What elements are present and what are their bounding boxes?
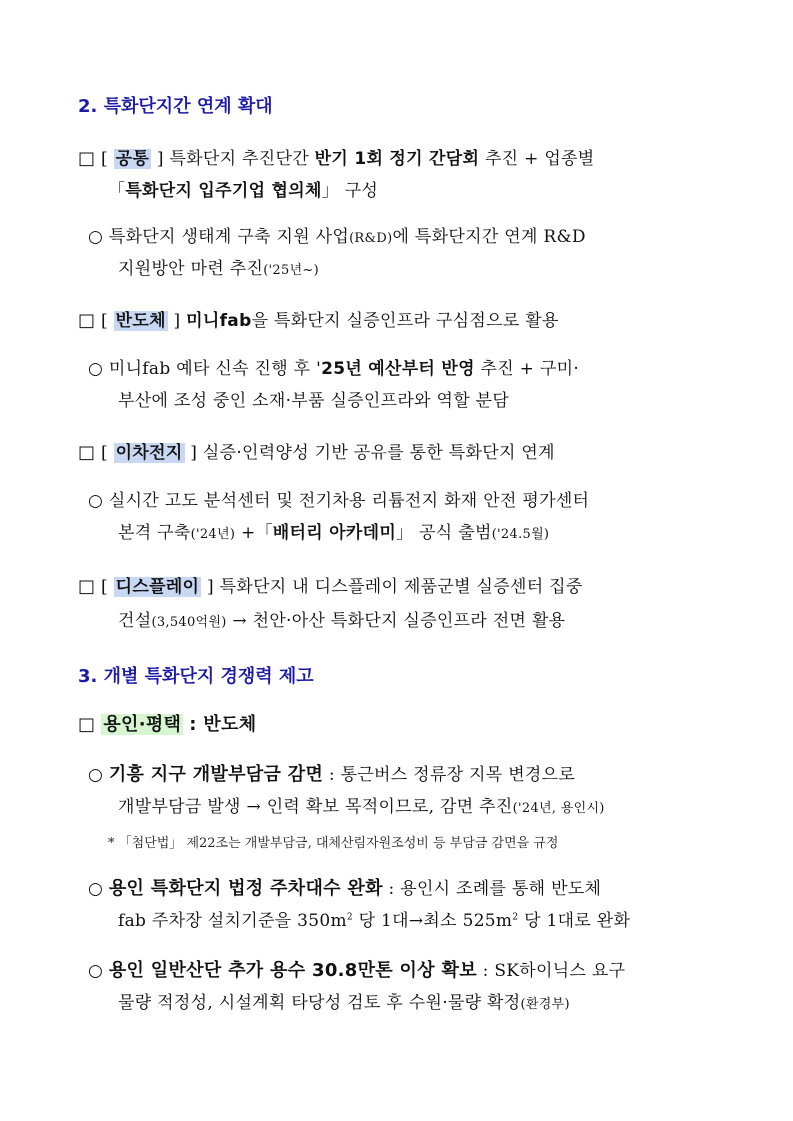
bullet-battery: □ [ 이차전지 ] 실증·인력양성 기반 공유를 통한 특화단지 연계 xyxy=(78,442,555,463)
sub-item xyxy=(88,354,579,379)
sub-item-line2 xyxy=(118,254,319,279)
text-bold: 25년 예산부터 반영 xyxy=(321,359,475,379)
text: ('24년, 용인시) xyxy=(512,801,605,816)
text: 미니fab 예타 신속 진행 후 ' xyxy=(108,359,322,379)
text: 에 특화단지간 연계 R&D xyxy=(392,227,586,247)
text: 추진 + 구미· xyxy=(480,359,580,379)
bullet-display: □ [ 디스플레이 ] 특화단지 내 디스플레이 제품군별 실증센터 집중 xyxy=(78,576,583,597)
bullet-yongin xyxy=(78,710,256,736)
sub-item xyxy=(88,956,625,982)
tag-yongin-pyeongtaek: 용인·평택 xyxy=(103,714,182,735)
text: 지원방안 마련 추진 xyxy=(118,259,264,279)
sub-item-line2 xyxy=(118,988,570,1013)
bullet-common-line2 xyxy=(108,176,378,201)
sub-item-line2 xyxy=(118,792,605,817)
bracket: 「 xyxy=(108,181,126,201)
text: : SK하이닉스 요구 xyxy=(482,961,626,981)
text: 」 공식 출범 xyxy=(396,523,492,543)
text: ('24년) xyxy=(190,527,236,542)
text: → 천안·아산 특화단지 실증인프라 전면 활용 xyxy=(232,611,566,631)
text-bold: 미니fab xyxy=(186,311,252,331)
section-2-title: 2. 특화단지간 연계 확대 xyxy=(78,96,273,117)
text-bold: 배터리 아카데미 xyxy=(272,523,397,543)
text: 실증·인력양성 기반 공유를 통한 특화단지 연계 xyxy=(202,443,555,463)
text: +「 xyxy=(240,523,273,543)
text: (R&D) xyxy=(349,231,393,246)
circle-bullet-icon: ○ xyxy=(88,961,104,981)
tag-common: 공통 xyxy=(115,149,150,169)
checkbox-square-icon: □ xyxy=(78,310,96,331)
text-bold: 용인 특화단지 법정 주차대수 완화 xyxy=(108,878,383,899)
checkbox-square-icon: □ xyxy=(78,148,96,169)
text-bold: 반기 1회 정기 간담회 xyxy=(314,149,480,169)
text: : 통근버스 정류장 지목 변경으로 xyxy=(328,765,576,785)
text: (3,540억원) xyxy=(151,615,227,630)
text: 본격 구축 xyxy=(118,523,191,543)
text: (환경부) xyxy=(520,997,570,1012)
text: 특화단지 생태계 구축 지원 사업 xyxy=(108,227,350,247)
tag-semiconductor: 반도체 xyxy=(115,311,166,331)
text: 특화단지 내 디스플레이 제품군별 실증센터 집중 xyxy=(219,577,583,597)
checkbox-square-icon: □ xyxy=(78,576,96,597)
bullet-common: □ [ 공통 ] 특화단지 추진단간 반기 1회 정기 간담회 추진 + 업종별 xyxy=(78,148,595,169)
text-bold: 특화단지 입주기업 협의체 xyxy=(125,181,322,201)
sub-item-line2 xyxy=(118,906,630,931)
text: 당 1대→최소 525m xyxy=(358,911,513,931)
sub-item xyxy=(88,222,586,247)
text: 」 구성 xyxy=(321,181,379,201)
circle-bullet-icon: ○ xyxy=(88,227,104,247)
text-bold: 용인 일반산단 추가 용수 30.8만톤 이상 확보 xyxy=(108,960,477,981)
text: fab 주차장 설치기준을 350m xyxy=(118,911,347,931)
circle-bullet-icon: ○ xyxy=(88,879,104,899)
sub-item xyxy=(88,760,575,786)
circle-bullet-icon: ○ xyxy=(88,765,104,785)
text: ('24.5월) xyxy=(491,527,550,542)
sub-item xyxy=(88,874,601,900)
text: : 용인시 조례를 통해 반도체 xyxy=(388,879,602,899)
footnote: * 「첨단법」 제22조는 개발부담금, 대체산림자원조성비 등 부담금 감면을 규정 xyxy=(108,836,559,851)
checkbox-square-icon: □ xyxy=(78,442,96,463)
text: 건설 xyxy=(118,611,152,631)
sub-item-line2 xyxy=(118,518,549,543)
section-3-title: 3. 개별 특화단지 경쟁력 제고 xyxy=(78,666,314,687)
text-bold: 기흥 지구 개발부담금 감면 xyxy=(108,764,324,785)
tag-display: 디스플레이 xyxy=(115,577,200,597)
circle-bullet-icon: ○ xyxy=(88,491,104,511)
superscript: 2 xyxy=(512,912,519,923)
text: 개발부담금 발생 → 인력 확보 목적이므로, 감면 추진 xyxy=(118,797,513,817)
tag-battery: 이차전지 xyxy=(115,443,183,463)
bullet-display-line2 xyxy=(118,606,565,631)
sub-item-line2: 부산에 조성 중인 소재·부품 실증인프라와 역할 분담 xyxy=(118,391,510,411)
text: 을 특화단지 실증인프라 구심점으로 활용 xyxy=(251,311,559,331)
checkbox-square-icon: □ xyxy=(78,714,96,735)
bullet-semiconductor: □ [ 반도체 ] 미니fab을 특화단지 실증인프라 구심점으로 활용 xyxy=(78,310,559,331)
text-bold: : 반도체 xyxy=(189,714,257,735)
text: ('25년~) xyxy=(263,263,319,278)
text: 실시간 고도 분석센터 및 전기차용 리튬전지 화재 안전 평가센터 xyxy=(108,491,590,511)
sub-item xyxy=(88,486,589,511)
text: 물량 적정성, 시설계획 타당성 검토 후 수원·물량 확정 xyxy=(118,993,521,1013)
text: 추진 + 업종별 xyxy=(484,149,595,169)
superscript: 2 xyxy=(346,912,353,923)
text: 특화단지 추진단간 xyxy=(169,149,309,169)
circle-bullet-icon: ○ xyxy=(88,359,104,379)
text: 당 1대로 완화 xyxy=(524,911,631,931)
